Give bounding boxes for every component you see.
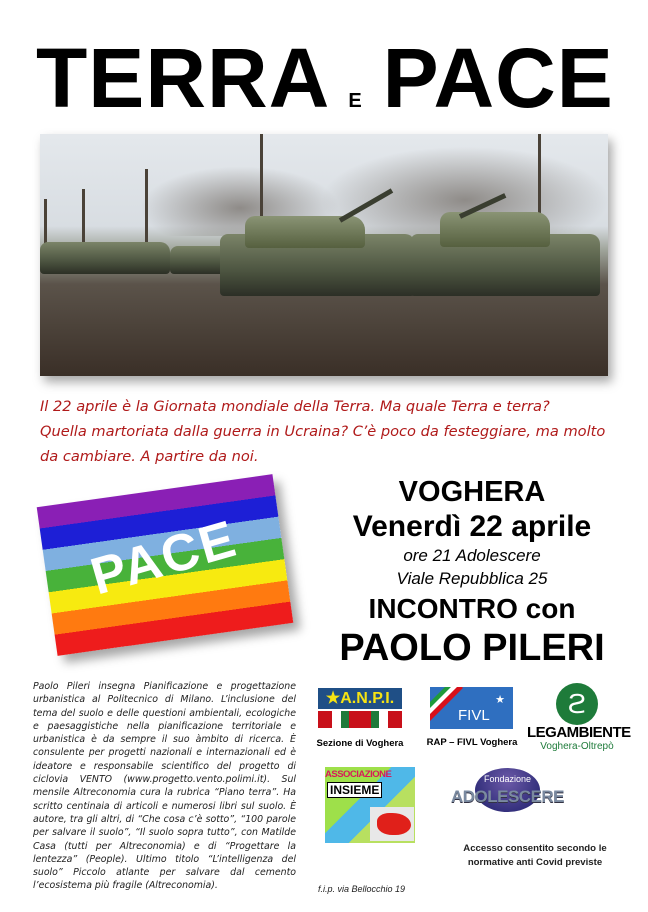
fivl-logo-text: FIVL: [458, 707, 490, 724]
star-icon: ★: [495, 694, 505, 706]
event-speaker: PAOLO PILERI: [339, 627, 605, 669]
associazione-insieme-logo: [325, 767, 415, 843]
legambiente-name: LEGAMBIENTE: [527, 724, 631, 741]
intro-line: da cambiare. A partire da noi.: [40, 448, 259, 465]
fivl-caption: RAP – FIVL Voghera: [426, 737, 518, 748]
insieme-line1: ASSOCIAZIONE: [325, 769, 392, 780]
event-meeting: INCONTRO con: [368, 593, 576, 624]
intro-line: Quella martoriata dalla guerra in Ucraina? C’è poco da festeggiare, ma molto: [40, 423, 606, 440]
peace-flag: [37, 474, 294, 656]
event-time-place: ore 21 Adolescere: [403, 546, 541, 565]
poster-title: [36, 31, 616, 125]
fondazione-adolescere-logo: [445, 768, 570, 816]
adolescere-line2: ADOLESCERE: [450, 787, 565, 806]
access-note: [425, 842, 645, 870]
title-pace: PACE: [382, 31, 614, 125]
anpi-caption: Sezione di Voghera: [316, 738, 404, 749]
title-terra: TERRA: [36, 31, 331, 125]
swan-icon: ϩ: [556, 683, 598, 725]
flag-text: PACE: [84, 509, 244, 607]
anpi-logo: [318, 688, 402, 728]
access-note-line: normative anti Covid previste: [467, 857, 603, 868]
speaker-bio: Paolo Pileri insegna Pianificazione e progettazione urbanistica al Politecnico di Milano. L’inclusione del tema del suolo e delle questioni ambientali, ecologiche e paesaggistiche nella pianificazione territoriale e urbanistica è da sempre il suo àmbito di ricerca. È consulente per progetti nazionali e internazionali ed è ideatore e responsabile scientifico del progetto di ciclovia VENTO (www.progetto.vento.polimi.it). Sul mensile Altreconomia cura la rubrica “Piano terra”. Ha scritto centinaia di articoli e numerosi libri sul suolo. È autore, tra gli altri, di “Che cosa c’è sotto”, “100 parole per salvare il suolo”, “Il suolo sopra tutto”, con Matilde Casa (tutti per Altreconomia) e di “Progettare la lentezza” (People). Ultimo titolo “L’intelligenza del suolo” Piccolo atlante per salvare dal cemento l’ecosistema più fragile (Altreconomia).: [33, 681, 296, 892]
title-connector: E: [348, 90, 363, 112]
access-note-line: Accesso consentito secondo le: [463, 843, 607, 854]
legambiente-logo: [527, 683, 631, 753]
event-address: Viale Repubblica 25: [396, 569, 548, 588]
anpi-logo-text: ★A.N.P.I.: [318, 688, 402, 709]
footer-fip: f.i.p. via Bellocchio 19: [318, 884, 406, 894]
intro-text: [40, 394, 620, 469]
legambiente-sub: Voghera-Oltrepò: [540, 741, 614, 752]
intro-line: Il 22 aprile è la Giornata mondiale della Terra. Ma quale Terra e terra?: [40, 398, 550, 415]
event-city: VOGHERA: [398, 476, 546, 508]
hand-icon: [377, 813, 411, 835]
fivl-logo: [430, 687, 513, 729]
event-info: [318, 474, 626, 670]
event-date: Venerdì 22 aprile: [352, 510, 592, 543]
insieme-line2: INSIEME: [327, 782, 382, 798]
tanks-photo: [40, 134, 608, 376]
adolescere-line1: Fondazione: [483, 774, 532, 784]
